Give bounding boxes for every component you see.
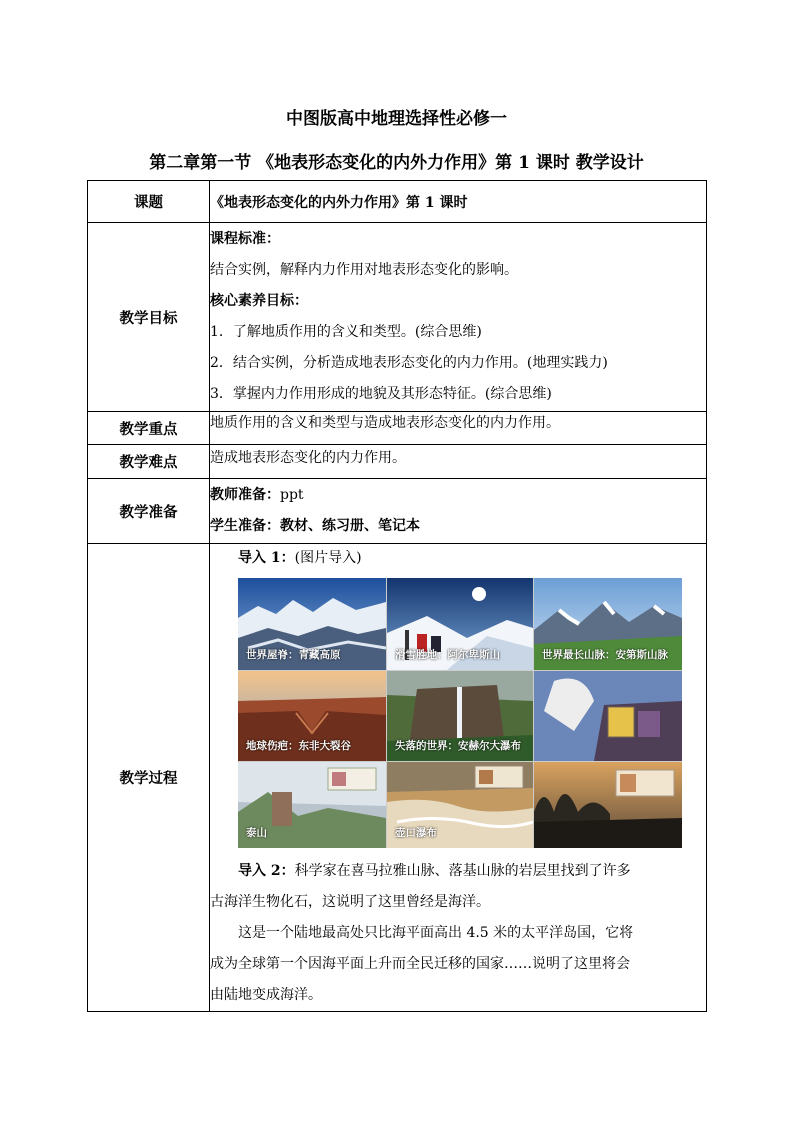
para3-line2: 成为全球第一个因海平面上升而全民迁移的国家……说明了这里将会 (210, 956, 630, 972)
label-goals: 教学目标 (88, 223, 210, 412)
row-topic (88, 181, 707, 223)
row-difficulty (88, 445, 707, 479)
intro1-text: (图片导入) (294, 550, 362, 566)
student-prep-label: 学生准备： (210, 518, 280, 534)
intro1-label: 导入 1： (238, 550, 295, 566)
label-process: 教学过程 (88, 544, 210, 1012)
goal-item: 1．了解地质作用的含义和类型。(综合思维) (210, 324, 482, 340)
goal-item: 2．结合实例，分析造成地表形态变化的内力作用。(地理实践力) (210, 355, 608, 371)
value-difficulty: 造成地表形态变化的内力作用。 (210, 445, 707, 479)
teacher-prep-label: 教师准备： (210, 487, 280, 503)
literacy-heading: 核心素养目标： (210, 293, 308, 309)
label-topic: 课题 (88, 181, 210, 223)
photo-caption: 失落的世界：安赫尔大瀑布 (395, 740, 521, 752)
label-key-point: 教学重点 (88, 412, 210, 445)
standard-text: 结合实例，解释内力作用对地表形态变化的影响。 (210, 262, 518, 278)
photo-caption: 滑雪胜地：阿尔卑斯山 (395, 649, 500, 661)
photo-east-african-rift (238, 671, 386, 761)
para3-line3: 由陆地变成海洋。 (210, 987, 322, 1003)
photo-caption: 地球伤疤：东非大裂谷 (246, 740, 351, 752)
photo-alps (387, 578, 533, 670)
lesson-plan-table (87, 180, 707, 1012)
value-preparation (210, 479, 707, 544)
photo-tepui-banknote (534, 671, 682, 761)
photo-tibetan-plateau (238, 578, 386, 670)
label-preparation: 教学准备 (88, 479, 210, 544)
photo-caption: 泰山 (246, 827, 267, 839)
para3-line1: 这是一个陆地最高处只比海平面高出 4.5 米的太平洋岛国，它将 (238, 925, 634, 941)
goal-item: 3．掌握内力作用形成的地貌及其形态特征。(综合思维) (210, 386, 552, 402)
landform-photo-collage (238, 578, 682, 848)
intro2-line1: 科学家在喜马拉雅山脉、落基山脉的岩层里找到了许多 (294, 863, 631, 879)
intro2-paragraph (210, 856, 706, 887)
photo-caption: 世界最长山脉：安第斯山脉 (542, 649, 668, 661)
document-subtitle: 第二章第一节 《地表形态变化的内外力作用》第 1 课时 教学设计 (149, 153, 644, 173)
photo-angel-falls (387, 671, 533, 761)
standard-heading: 课程标准： (210, 231, 280, 247)
label-difficulty: 教学难点 (88, 445, 210, 479)
teacher-prep-value: ppt (280, 487, 304, 503)
photo-guilin-karst (534, 762, 682, 848)
photo-caption: 壶口瀑布 (395, 827, 437, 839)
intro2-label: 导入 2： (238, 863, 295, 879)
intro2-line2: 古海洋生物化石，这说明了这里曾经是海洋。 (210, 894, 490, 910)
row-process (88, 544, 707, 1012)
row-goals (88, 223, 707, 412)
student-prep-value: 教材、练习册、笔记本 (280, 518, 420, 534)
row-key-point (88, 412, 707, 445)
photo-mount-tai (238, 762, 386, 848)
photo-caption: 世界屋脊：青藏高原 (246, 649, 341, 661)
value-process (210, 544, 707, 1012)
photo-hukou-waterfall (387, 762, 533, 848)
value-key-point: 地质作用的含义和类型与造成地表形态变化的内力作用。 (210, 412, 707, 445)
value-topic: 《地表形态变化的内外力作用》第 1 课时 (210, 181, 707, 223)
document-title: 中图版高中地理选择性必修一 (286, 109, 507, 129)
photo-andes (534, 578, 682, 670)
row-preparation (88, 479, 707, 544)
value-goals (210, 223, 707, 412)
